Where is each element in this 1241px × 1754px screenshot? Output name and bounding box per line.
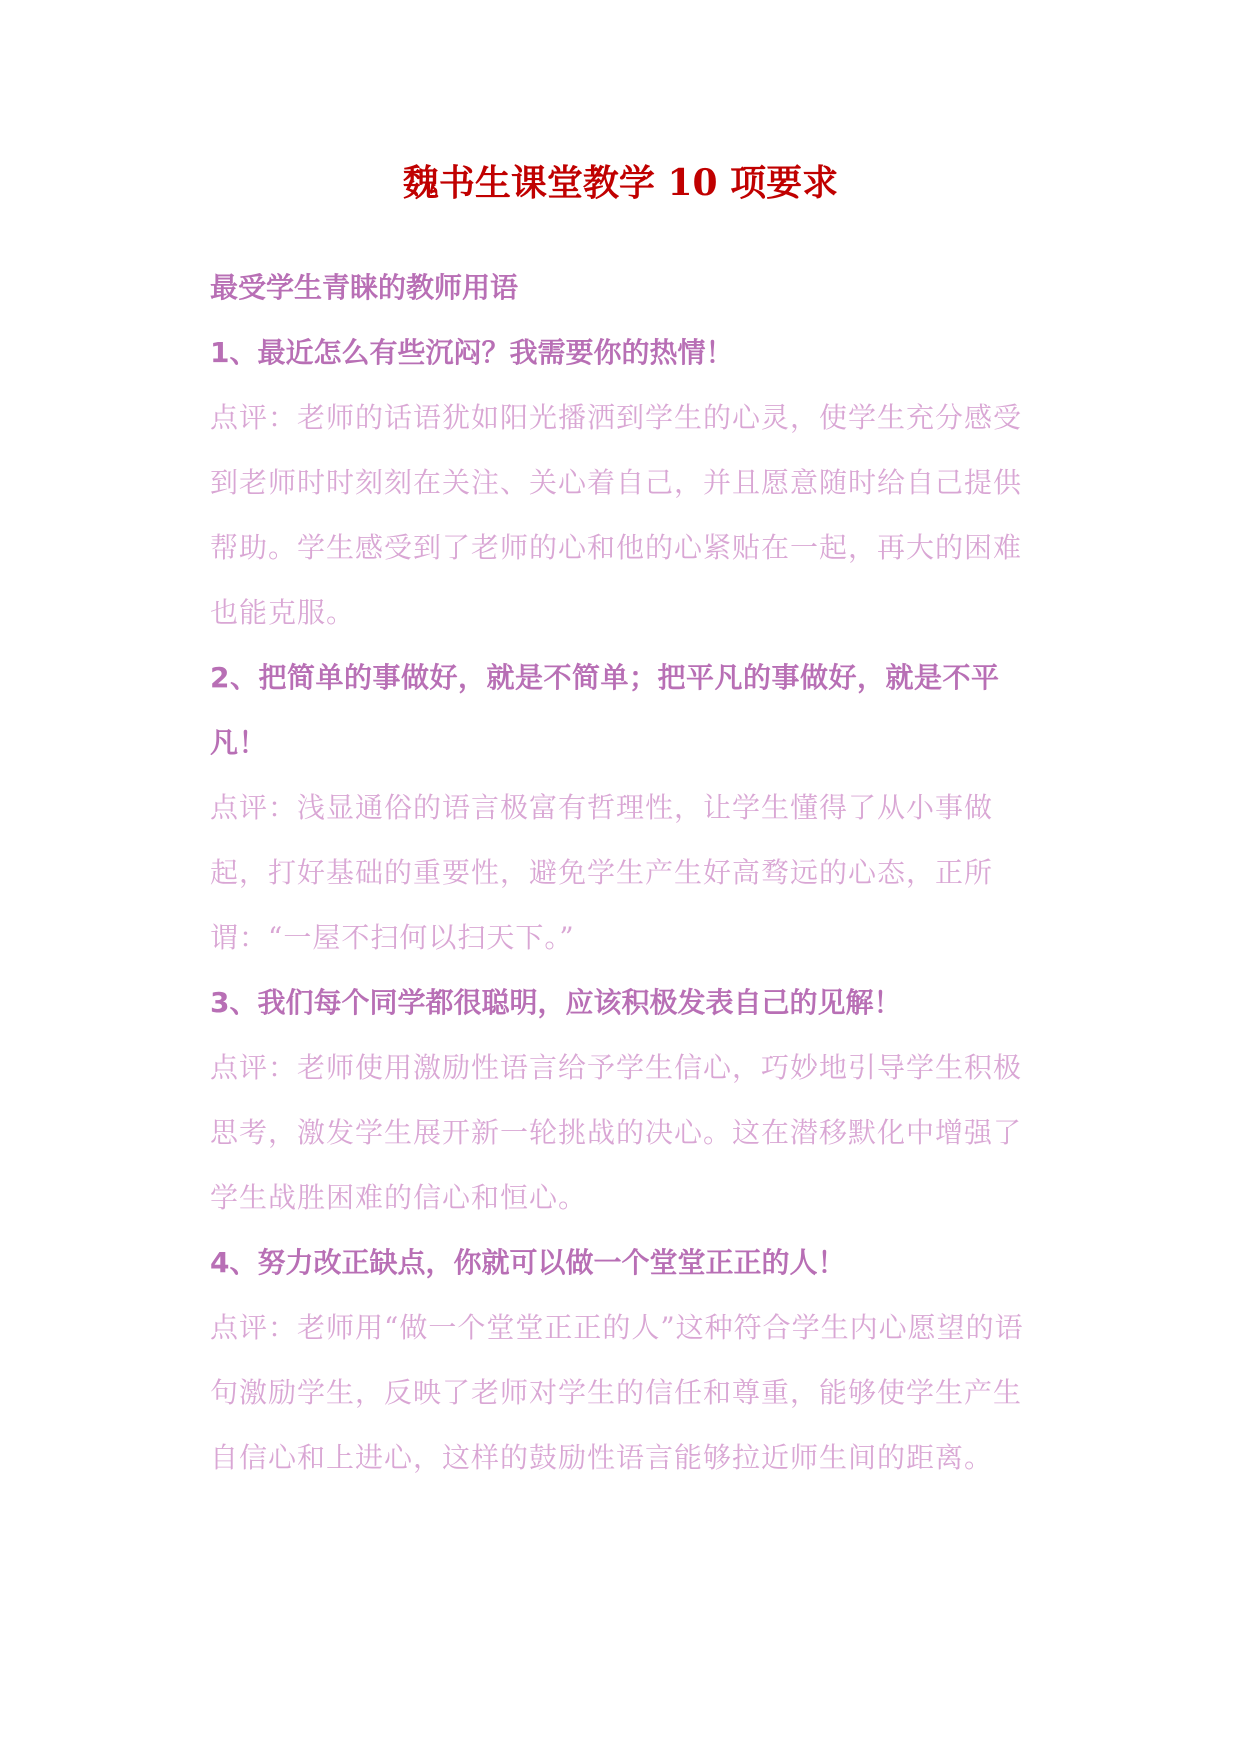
document-body xyxy=(210,255,1032,1490)
item-2-heading: 2、把简单的事做好，就是不简单；把平凡的事做好，就是不平凡！ xyxy=(210,661,1000,759)
item-3-comment: 点评：老师使用激励性语言给予学生信心，巧妙地引导学生积极思考，激发学生展开新一轮挑战的决心。这在潜移默化中增强了学生战胜困难的信心和恒心。 xyxy=(210,1051,1023,1214)
item-3-heading: 3、我们每个同学都很聪明，应该积极发表自己的见解！ xyxy=(210,986,902,1019)
item-1-heading: 1、最近怎么有些沉闷？我需要你的热情！ xyxy=(210,336,734,369)
item-2-comment: 点评：浅显通俗的语言极富有哲理性，让学生懂得了从小事做起，打好基础的重要性，避免学生产生好高骛远的心态，正所谓：“一屋不扫何以扫天下。” xyxy=(210,791,994,954)
item-1-comment: 点评：老师的话语犹如阳光播洒到学生的心灵，使学生充分感受到老师时时刻刻在关注、关心着自己，并且愿意随时给自己提供帮助。学生感受到了老师的心和他的心紧贴在一起，再大的困难也能克服。 xyxy=(210,401,1023,629)
item-4-comment: 点评：老师用“做一个堂堂正正的人”这种符合学生内心愿望的语句激励学生，反映了老师对学生的信任和尊重，能够使学生产生自信心和上进心，这样的鼓励性语言能够拉近师生间的距离。 xyxy=(210,1311,1024,1474)
item-4-heading: 4、努力改正缺点，你就可以做一个堂堂正正的人！ xyxy=(210,1246,846,1279)
document-title: 魏书生课堂教学 10 项要求 xyxy=(402,162,839,204)
section-subheading: 最受学生青睐的教师用语 xyxy=(210,271,519,304)
